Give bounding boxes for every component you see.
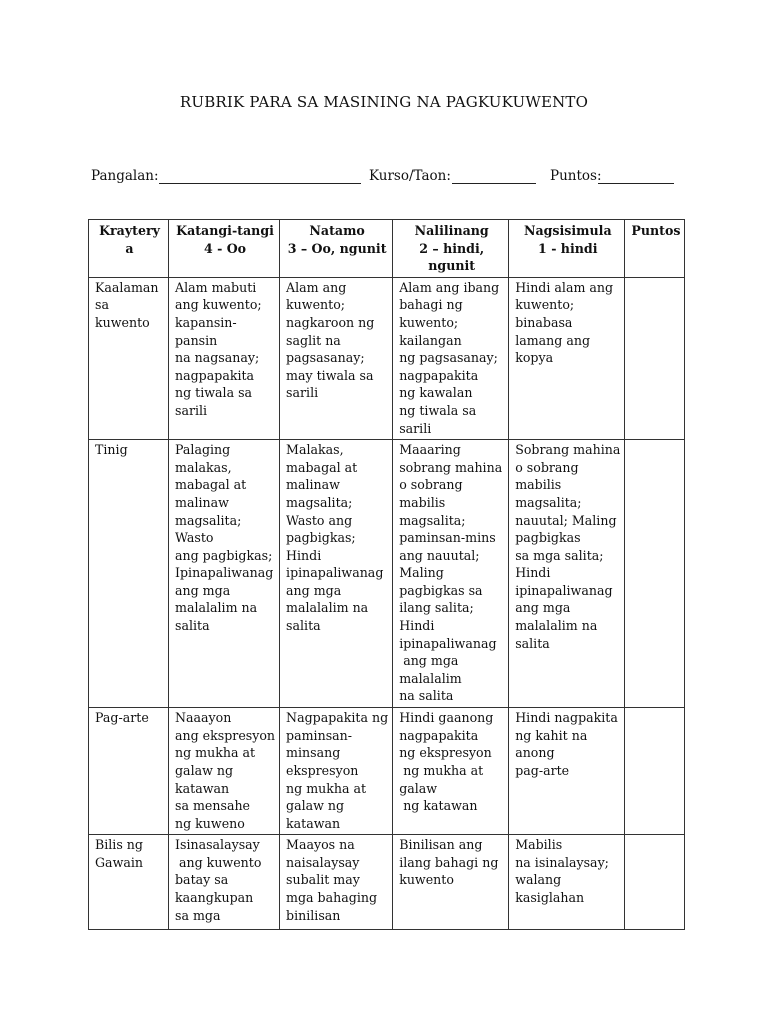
level-2-cell (393, 708, 509, 835)
header-level-4: Katangi-tangi 4 - Oo (169, 220, 280, 278)
cell-text-line: ang mga (399, 653, 459, 669)
cell-text-line: sa mga (175, 907, 221, 923)
cell-text-line: kailangan (399, 332, 462, 348)
cell-text-line: Malakas, (286, 442, 344, 458)
cell-text-line: magsalita; (399, 512, 466, 528)
cell-text-line: Tinig (95, 442, 128, 458)
cell-text-line: bahagi ng (399, 297, 463, 313)
level-3-cell (280, 277, 393, 439)
cell-text-line: may tiwala sa (286, 367, 374, 383)
table-row (89, 708, 685, 835)
table-row (89, 440, 685, 708)
cell-text-line: malinaw (286, 477, 340, 493)
cell-text-line: kuwento; (399, 314, 459, 330)
cell-text-line: ang nauutal; (399, 547, 480, 563)
cell-text-line: Maaaring (399, 442, 461, 458)
cell-text-line: ng tiwala sa (175, 385, 253, 401)
cell-text-line: pagbigkas; (286, 530, 356, 546)
cell-text-line: Isinasalaysay (175, 837, 260, 853)
cell-text-line: Maling (399, 565, 444, 581)
level-2-cell (393, 835, 509, 930)
cell-text-line: kaangkupan (175, 890, 254, 906)
cell-text-line: sarili (399, 420, 432, 436)
cell-text-line: ng kahit na (515, 727, 588, 743)
table-header-row (89, 220, 685, 278)
cell-text-line: binabasa (515, 314, 573, 330)
cell-text-line: batay sa (175, 872, 229, 888)
cell-text-line: malalalim (399, 670, 462, 686)
cell-text-line: Bilis ng (95, 837, 143, 853)
cell-text-line: walang (515, 872, 562, 888)
cell-text-line: Alam ang ibang (399, 279, 500, 295)
cell-text-line: ng mukha at (399, 762, 484, 778)
level-3-cell (280, 440, 393, 708)
cell-text-line: salita (286, 618, 321, 634)
cell-text-line: ekspresyon (286, 762, 359, 778)
cell-text-line: magsalita; (175, 512, 242, 528)
cell-text-line: malalalim na (515, 618, 598, 634)
cell-text-line: ang pagbigkas; (175, 547, 273, 563)
cell-text-line: Nagpapakita ng (286, 710, 389, 726)
score-cell[interactable] (625, 277, 685, 439)
cell-text-line: Palaging (175, 442, 231, 458)
cell-text-line: Maayos na (286, 837, 355, 853)
cell-text-line: kuwento (399, 872, 454, 888)
score-label: Puntos: (550, 168, 602, 184)
cell-text-line: galaw ng (286, 798, 345, 814)
cell-text-line: paminsan-mins (399, 530, 496, 546)
header-score: Puntos (625, 220, 685, 278)
cell-text-line: Sobrang mahina (515, 442, 621, 458)
cell-text-line: lamang ang (515, 332, 591, 348)
header-level-3: Natamo 3 – Oo, ngunit (280, 220, 393, 278)
cell-text-line: ng katawan (399, 798, 478, 814)
level-1-cell (509, 835, 625, 930)
cell-text-line: Hindi (286, 547, 322, 563)
level-1-cell (509, 440, 625, 708)
level-4-cell (169, 708, 280, 835)
cell-text-line: mga bahaging (286, 890, 378, 906)
cell-text-line: Wasto ang (286, 512, 353, 528)
cell-text-line: ng kuweno (175, 815, 245, 831)
cell-text-line: ng kawalan (399, 385, 473, 401)
cell-text-line: galaw (399, 780, 438, 796)
cell-text-line: na isinalaysay; (515, 854, 609, 870)
criteria-cell (89, 440, 169, 708)
cell-text-line: ilang salita; (399, 600, 474, 616)
cell-text-line: na salita (399, 688, 454, 704)
cell-text-line: mabagal at (286, 459, 358, 475)
cell-text-line: nagpapakita (175, 367, 255, 383)
cell-text-line: pagbigkas sa (399, 582, 483, 598)
cell-text-line: Mabilis (515, 837, 563, 853)
cell-text-line: mabagal at (175, 477, 247, 493)
cell-text-line: pagbigkas (515, 530, 581, 546)
cell-text-line: ipinapaliwanag (399, 635, 497, 651)
cell-text-line: nauutal; Maling (515, 512, 617, 528)
header-level-1: Nagsisimula 1 - hindi (509, 220, 625, 278)
cell-text-line: minsang (286, 745, 341, 761)
cell-text-line: ng tiwala sa (399, 402, 477, 418)
cell-text-line: ang mga (515, 600, 571, 616)
cell-text-line: nagpapakita (399, 367, 479, 383)
cell-text-line: Hindi (399, 618, 435, 634)
level-3-cell (280, 708, 393, 835)
cell-text-line: kopya (515, 350, 554, 366)
cell-text-line: nagkaroon ng (286, 314, 375, 330)
cell-text-line: ng mukha at (175, 745, 256, 761)
cell-text-line: kuwento; (286, 297, 346, 313)
cell-text-line: malinaw (175, 494, 229, 510)
header-level-2: Nalilinang 2 – hindi, ngunit (393, 220, 509, 278)
level-1-cell (509, 277, 625, 439)
cell-text-line: ang kuwento; (175, 297, 262, 313)
cell-text-line: Pag-arte (95, 710, 149, 726)
cell-text-line: salita (515, 635, 550, 651)
cell-text-line: naisalaysay (286, 854, 360, 870)
score-cell[interactable] (625, 440, 685, 708)
cell-text-line: saglit na (286, 332, 341, 348)
criteria-cell (89, 708, 169, 835)
cell-text-line: Kaalaman (95, 279, 159, 295)
cell-text-line: ng mukha at (286, 780, 367, 796)
cell-text-line: Hindi alam ang (515, 279, 614, 295)
level-4-cell (169, 277, 280, 439)
cell-text-line: sa (95, 297, 109, 313)
cell-text-line: magsalita; (286, 494, 353, 510)
cell-text-line: katawan (286, 815, 341, 831)
level-4-cell (169, 835, 280, 930)
cell-text-line: ng ekspresyon (399, 745, 492, 761)
table-row (89, 835, 685, 930)
cell-text-line: Wasto (175, 530, 214, 546)
course-blank-line[interactable] (452, 183, 536, 184)
course-label: Kurso/Taon: (369, 168, 451, 184)
cell-text-line: kasiglahan (515, 890, 585, 906)
cell-text-line: ipinapaliwanag (286, 565, 384, 581)
cell-text-line: malalalim na (175, 600, 258, 616)
cell-text-line: malalalim na (286, 600, 369, 616)
cell-text-line: kuwento; (515, 297, 575, 313)
criteria-cell (89, 835, 169, 930)
name-blank-line[interactable] (159, 183, 361, 184)
cell-text-line: magsalita; (515, 494, 582, 510)
cell-text-line: nagpapakita (399, 727, 479, 743)
cell-text-line: malakas, (175, 459, 232, 475)
cell-text-line: pansin (175, 332, 218, 348)
cell-text-line: Ipinapaliwanag (175, 565, 274, 581)
cell-text-line: sobrang mahina (399, 459, 503, 475)
cell-text-line: ang ekspresyon (175, 727, 276, 743)
cell-text-line: Naaayon (175, 710, 232, 726)
cell-text-line: ang kuwento (175, 854, 262, 870)
cell-text-line: o sobrang (515, 459, 579, 475)
cell-text-line: anong (515, 745, 555, 761)
cell-text-line: sarili (286, 385, 319, 401)
rubric-table (88, 219, 685, 930)
score-cell[interactable] (625, 835, 685, 930)
cell-text-line: paminsan- (286, 727, 353, 743)
cell-text-line: kuwento (95, 314, 150, 330)
cell-text-line: galaw ng (175, 762, 234, 778)
cell-text-line: ang mga (175, 582, 231, 598)
cell-text-line: sa mensahe (175, 798, 251, 814)
level-3-cell (280, 835, 393, 930)
table-row (89, 277, 685, 439)
cell-text-line: mabilis (399, 494, 446, 510)
cell-text-line: ng pagsasanay; (399, 350, 498, 366)
cell-text-line: Hindi gaanong (399, 710, 494, 726)
level-2-cell (393, 277, 509, 439)
level-2-cell (393, 440, 509, 708)
cell-text-line: sa mga salita; (515, 547, 604, 563)
cell-text-line: Gawain (95, 854, 143, 870)
cell-text-line: salita (175, 618, 210, 634)
level-4-cell (169, 440, 280, 708)
cell-text-line: na nagsanay; (175, 350, 260, 366)
cell-text-line: kapansin- (175, 314, 237, 330)
score-blank-line[interactable] (598, 183, 674, 184)
cell-text-line: ipinapaliwanag (515, 582, 613, 598)
cell-text-line: Hindi nagpakita (515, 710, 618, 726)
cell-text-line: subalit may (286, 872, 360, 888)
cell-text-line: Alam mabuti (175, 279, 257, 295)
cell-text-line: o sobrang (399, 477, 463, 493)
student-info-row (91, 168, 681, 188)
cell-text-line: Hindi (515, 565, 551, 581)
cell-text-line: Binilisan ang (399, 837, 483, 853)
document-title: RUBRIK PARA SA MASINING NA PAGKUKUWENTO (179, 93, 589, 111)
name-label: Pangalan: (91, 168, 159, 184)
criteria-cell (89, 277, 169, 439)
header-criteria: Kraytery a (89, 220, 169, 278)
cell-text-line: sarili (175, 402, 208, 418)
cell-text-line: binilisan (286, 907, 341, 923)
cell-text-line: ang mga (286, 582, 342, 598)
level-1-cell (509, 708, 625, 835)
cell-text-line: Alam ang (286, 279, 347, 295)
cell-text-line: mabilis (515, 477, 562, 493)
cell-text-line: ilang bahagi ng (399, 854, 499, 870)
cell-text-line: pagsasanay; (286, 350, 365, 366)
cell-text-line: katawan (175, 780, 230, 796)
cell-text-line: pag-arte (515, 762, 570, 778)
score-cell[interactable] (625, 708, 685, 835)
